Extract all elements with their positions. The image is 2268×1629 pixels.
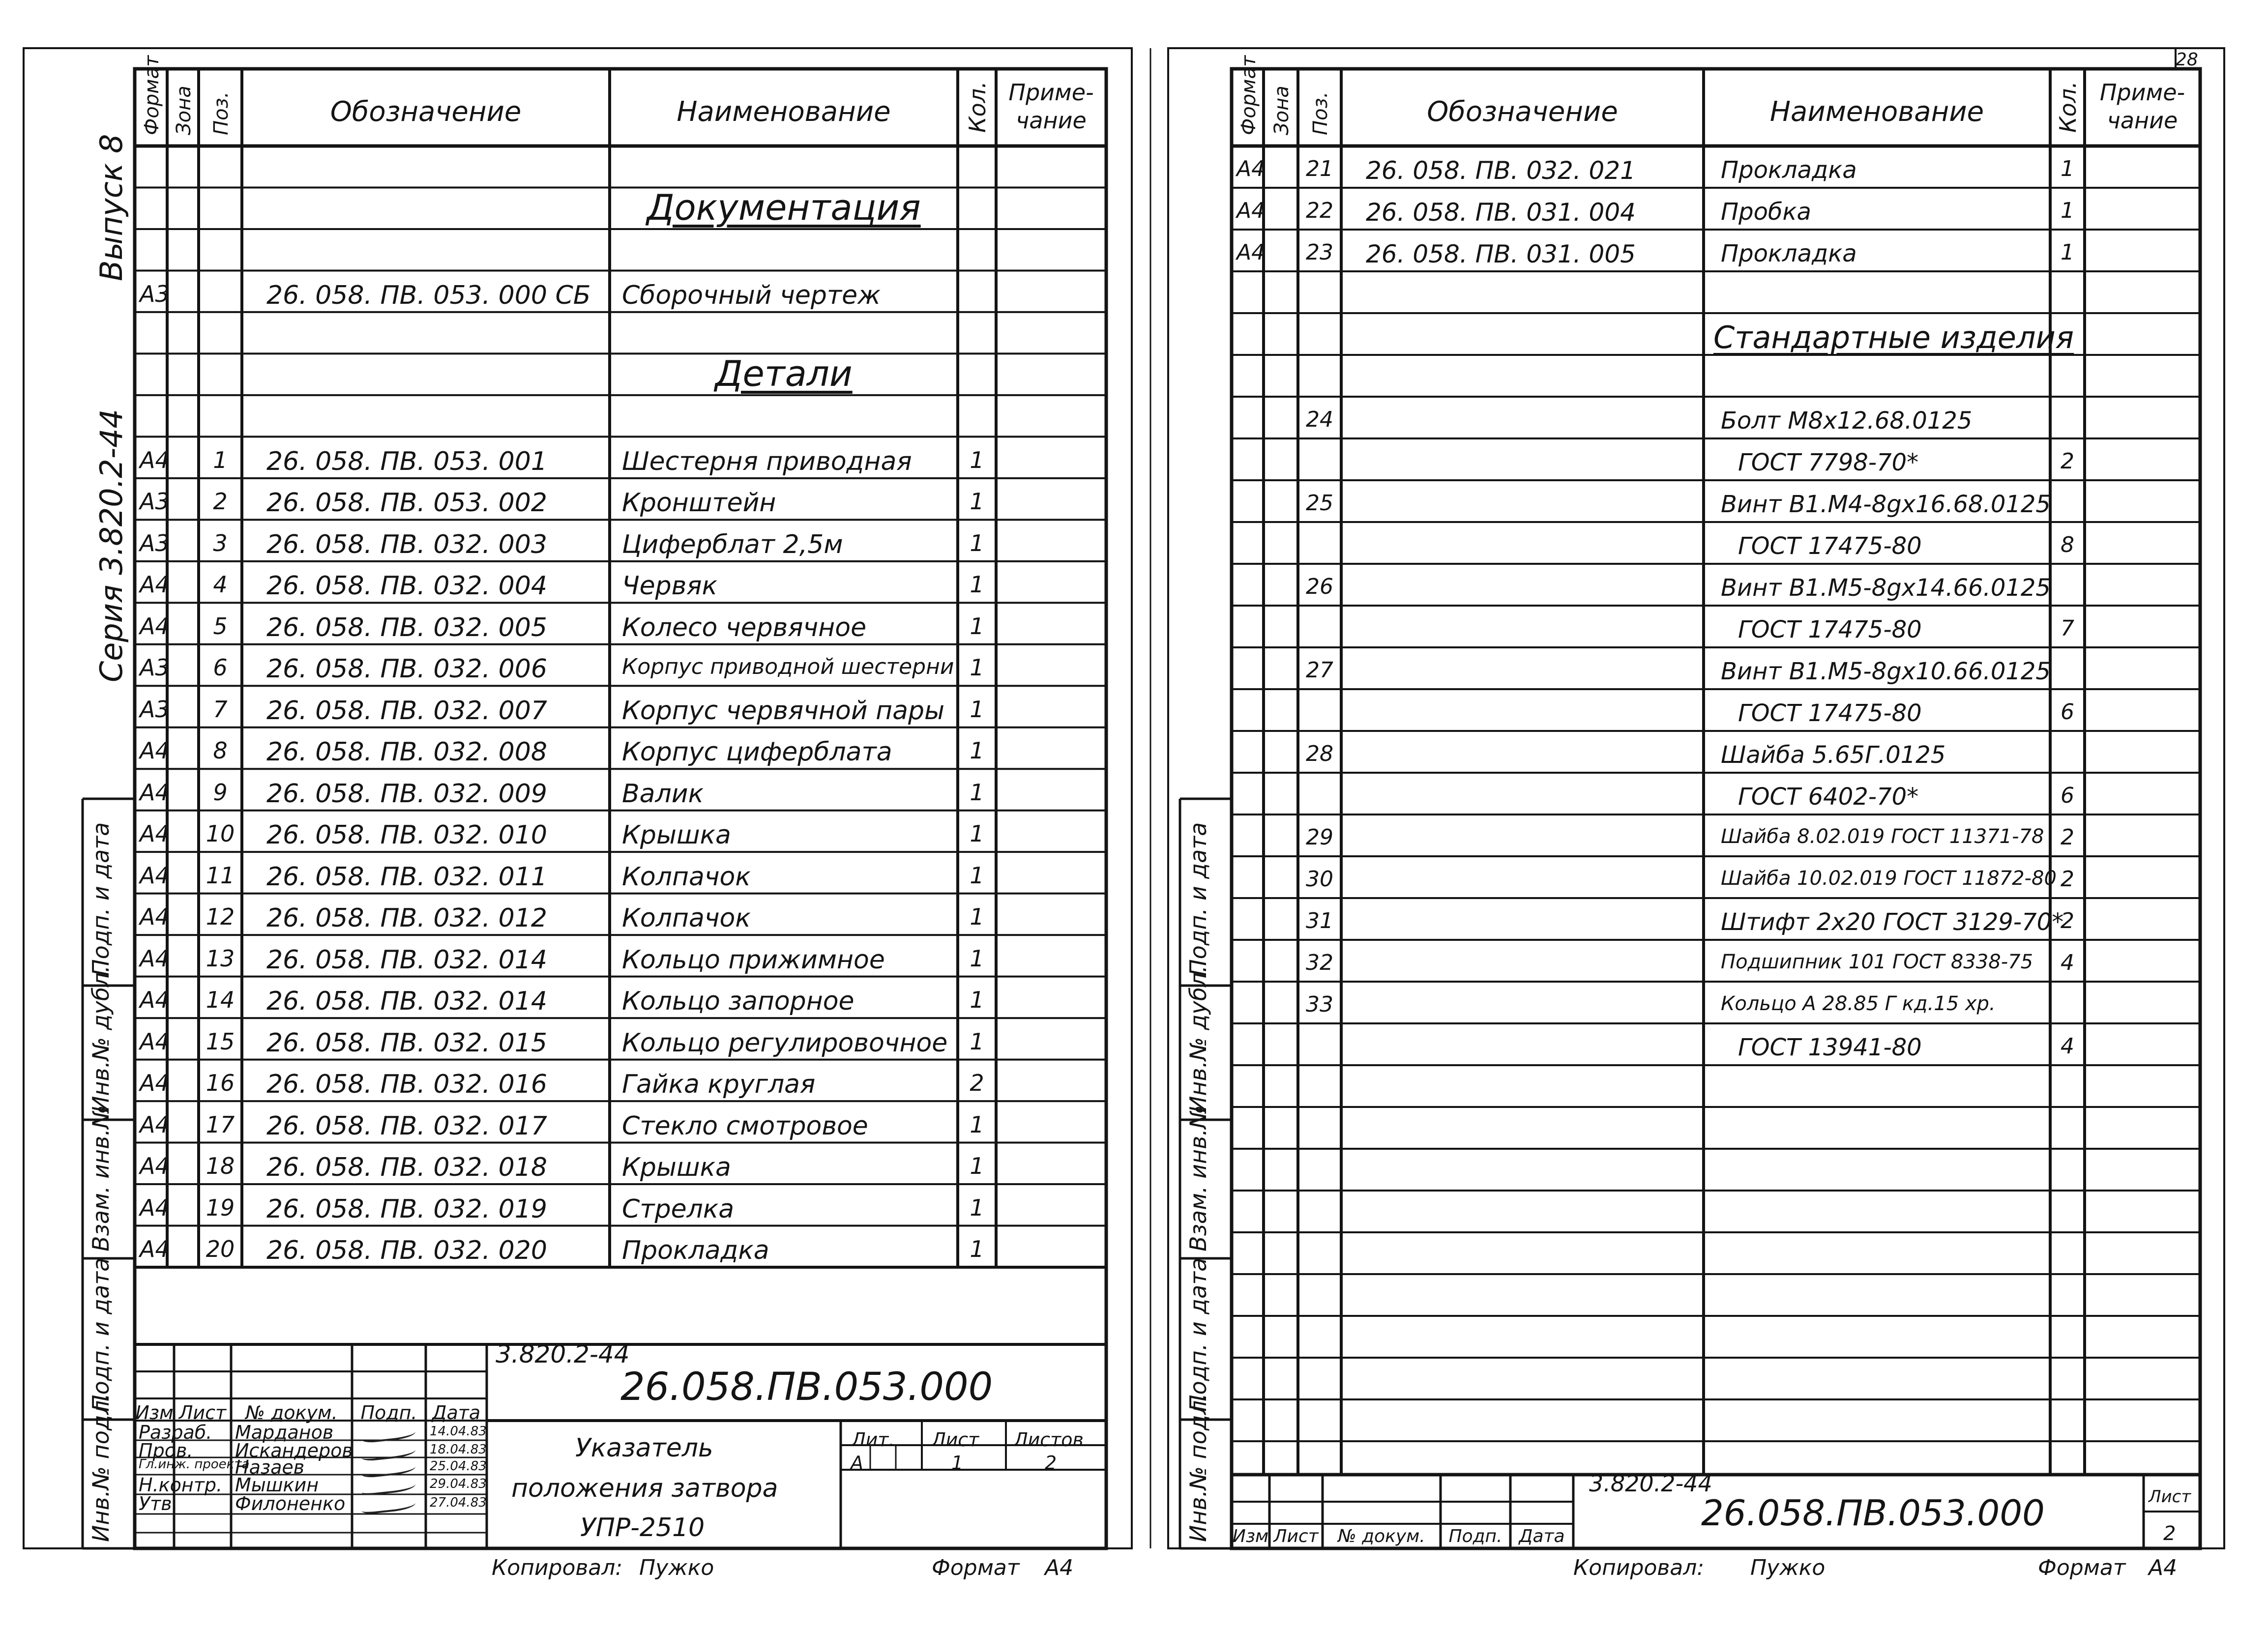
cell-format: А4 xyxy=(140,446,170,473)
cell-pos: 5 xyxy=(213,612,228,640)
cell-format: А3 xyxy=(140,696,170,723)
cell-designation: 26. 058. ПВ. 032. 009 xyxy=(266,779,547,809)
sheet-value: 2 xyxy=(2163,1522,2176,1545)
cell-pos: 13 xyxy=(206,945,235,972)
cell-qty: 1 xyxy=(2061,156,2074,181)
cell-pos: 26 xyxy=(1306,574,1333,599)
side-label: Инв.№ дубл. xyxy=(1185,965,1211,1113)
cell-qty: 1 xyxy=(970,1194,984,1221)
cell-pos: 9 xyxy=(213,779,228,806)
right-format-value: А4 xyxy=(2149,1555,2178,1580)
cell-name: Шайба 5.65Г.0125 xyxy=(1721,741,1946,769)
cell-pos: 1 xyxy=(213,446,228,473)
cell-pos: 7 xyxy=(213,696,228,723)
cell-name: Колпачок xyxy=(622,903,751,933)
cell-designation: 26. 058. ПВ. 032. 019 xyxy=(266,1194,547,1224)
cell-name: Прокладка xyxy=(622,1236,769,1265)
sheet-label: Лист xyxy=(2149,1487,2191,1507)
cell-name: Крышка xyxy=(622,1153,731,1183)
stamp-col-header: № докум. xyxy=(1338,1526,1425,1546)
cell-name: ГОСТ 17475-80 xyxy=(1738,699,1922,727)
cell-name: Подшипник 101 ГОСТ 8338-75 xyxy=(1721,951,2033,973)
cell-pos: 8 xyxy=(213,737,228,764)
cell-qty: 1 xyxy=(970,1111,984,1138)
left-copied-name: Пужко xyxy=(639,1555,714,1580)
cell-format: А4 xyxy=(140,903,170,931)
stamp-col-header: Лист xyxy=(1273,1526,1319,1546)
stamp-name: Марданов xyxy=(235,1422,334,1443)
cell-qty: 2 xyxy=(2061,825,2074,850)
stamp-name: Назаев xyxy=(235,1456,305,1478)
stamp-role: Пров. xyxy=(139,1440,193,1461)
cell-qty: 1 xyxy=(970,488,984,515)
cell-name: Сборочный чертеж xyxy=(622,280,881,310)
lit-value: А xyxy=(851,1452,863,1474)
cell-designation: 26. 058. ПВ. 032. 020 xyxy=(266,1236,547,1265)
header-note: Приме- xyxy=(2099,79,2185,106)
cell-designation: 26. 058. ПВ. 032. 008 xyxy=(266,737,547,767)
cell-name: Циферблат 2,5м xyxy=(622,529,843,559)
cell-qty: 2 xyxy=(2061,908,2074,933)
section-heading: Документация xyxy=(647,186,921,228)
cell-qty: 1 xyxy=(2061,240,2074,265)
cell-name: Червяк xyxy=(622,571,717,601)
cell-designation: 26. 058. ПВ. 032. 018 xyxy=(266,1153,547,1183)
header-qty: Кол. xyxy=(964,81,991,133)
section-heading: Детали xyxy=(715,352,853,394)
cell-format: А3 xyxy=(140,280,170,307)
stamp-series: 3.820.2-44 xyxy=(496,1340,630,1368)
stamp-title-1: Указатель xyxy=(575,1433,713,1463)
cell-pos: 30 xyxy=(1306,867,1333,892)
cell-pos: 2 xyxy=(213,488,228,515)
cell-name: ГОСТ 7798-70* xyxy=(1738,449,1919,476)
header-note-2: чание xyxy=(1016,107,1087,134)
cell-designation: 26. 058. ПВ. 032. 010 xyxy=(266,820,547,850)
cell-qty: 2 xyxy=(2061,867,2074,892)
cell-qty: 1 xyxy=(970,571,984,598)
cell-designation: 26. 058. ПВ. 032. 004 xyxy=(266,571,547,601)
cell-pos: 3 xyxy=(213,529,228,556)
cell-format: А4 xyxy=(140,945,170,972)
cell-qty: 4 xyxy=(2061,950,2074,975)
cell-pos: 33 xyxy=(1306,992,1333,1017)
cell-qty: 2 xyxy=(2061,449,2074,474)
cell-format: А4 xyxy=(1237,198,1266,223)
stamp-col-header: Изм xyxy=(135,1402,174,1424)
cell-qty: 1 xyxy=(970,945,984,972)
cell-pos: 4 xyxy=(213,571,228,598)
cell-name: Корпус червячной пары xyxy=(622,696,945,726)
cell-pos: 14 xyxy=(206,987,235,1014)
stamp-name: Мышкин xyxy=(235,1474,319,1496)
cell-designation: 26. 058. ПВ. 031. 004 xyxy=(1366,198,1636,227)
left-format-label: Формат xyxy=(932,1555,1020,1580)
header-name: Наименование xyxy=(1769,96,1984,128)
cell-pos: 19 xyxy=(206,1194,235,1221)
stamp-col-header: Подп. xyxy=(1448,1526,1502,1546)
left-format-value: А4 xyxy=(1045,1555,1074,1580)
sheet-label: Лист xyxy=(932,1429,979,1451)
cell-name: Стрелка xyxy=(622,1194,735,1224)
right-format-label: Формат xyxy=(2038,1555,2126,1580)
header-designation: Обозначение xyxy=(1427,96,1618,128)
stamp-col-header: Лист xyxy=(178,1402,227,1424)
cell-name: Пробка xyxy=(1721,198,1811,226)
cell-designation: 26. 058. ПВ. 032. 005 xyxy=(266,612,547,642)
cell-qty: 1 xyxy=(970,1028,984,1055)
cell-qty: 1 xyxy=(970,862,984,889)
cell-name: ГОСТ 13941-80 xyxy=(1738,1034,1922,1061)
cell-pos: 6 xyxy=(213,654,228,681)
side-label: Инв.№ дубл. xyxy=(88,965,114,1113)
cell-name: ГОСТ 17475-80 xyxy=(1738,532,1922,560)
stamp-date: 29.04.83 xyxy=(430,1477,487,1491)
cell-pos: 28 xyxy=(1306,741,1333,766)
cell-pos: 20 xyxy=(206,1236,235,1262)
cell-pos: 24 xyxy=(1306,407,1333,432)
sheet-value: 1 xyxy=(951,1452,964,1474)
cell-designation: 26. 058. ПВ. 032. 015 xyxy=(266,1028,547,1058)
cell-name: Кольцо запорное xyxy=(622,987,854,1017)
stamp-code: 26.058.ПВ.053.000 xyxy=(620,1365,993,1409)
cell-name: Колесо червячное xyxy=(622,612,867,642)
side-label: Подп. и дата xyxy=(1185,1257,1211,1412)
cell-format: А4 xyxy=(140,1153,170,1180)
side-label: Подп. и дата xyxy=(88,1257,114,1412)
cell-name: Колпачок xyxy=(622,862,751,892)
cell-designation: 26. 058. ПВ. 032. 016 xyxy=(266,1070,547,1100)
cell-qty: 2 xyxy=(970,1070,984,1097)
stamp-role: Н.контр. xyxy=(139,1474,223,1496)
cell-qty: 1 xyxy=(970,820,984,847)
cell-pos: 18 xyxy=(206,1153,235,1180)
stamp-role: Утв. xyxy=(139,1493,178,1514)
cell-designation: 26. 058. ПВ. 032. 021 xyxy=(1366,156,1636,185)
header-format: Формат xyxy=(141,55,163,135)
cell-qty: 1 xyxy=(970,903,984,931)
side-label: Инв.№ подл. xyxy=(88,1393,114,1542)
cell-name: Болт М8х12.68.0125 xyxy=(1721,407,1973,435)
cell-format: А3 xyxy=(140,488,170,515)
cell-name: Корпус приводной шестерни xyxy=(622,654,954,680)
cell-format: А4 xyxy=(140,862,170,889)
stamp-date: 27.04.83 xyxy=(430,1495,487,1510)
stamp-title-3: УПР-2510 xyxy=(580,1513,705,1542)
cell-name: Кронштейн xyxy=(622,488,776,518)
cell-name: Шайба 8.02.019 ГОСТ 11371-78 xyxy=(1721,825,2044,848)
header-note: Приме- xyxy=(1008,79,1094,106)
cell-format: А4 xyxy=(140,779,170,806)
cell-name: Винт В1.М4-8gх16.68.0125 xyxy=(1721,491,2051,518)
header-note-2: чание xyxy=(2107,107,2178,134)
cell-pos: 23 xyxy=(1306,240,1333,265)
cell-name: Крышка xyxy=(622,820,731,850)
side-label: Взам. инв.№ xyxy=(88,1105,114,1251)
cell-format: А4 xyxy=(140,612,170,640)
lit-label: Лит. xyxy=(852,1429,895,1451)
cell-qty: 1 xyxy=(970,737,984,764)
stamp-col-header: Подп. xyxy=(360,1402,417,1424)
cell-qty: 1 xyxy=(2061,198,2074,223)
cell-qty: 1 xyxy=(970,779,984,806)
cell-qty: 8 xyxy=(2061,532,2074,557)
cell-qty: 1 xyxy=(970,987,984,1014)
cell-pos: 32 xyxy=(1306,950,1333,975)
cell-format: А3 xyxy=(140,529,170,556)
header-designation: Обозначение xyxy=(330,96,522,128)
cell-name: Стекло смотровое xyxy=(622,1111,868,1141)
sheets-label: Листов xyxy=(1014,1429,1084,1451)
cell-name: Винт В1.М5-8gх10.66.0125 xyxy=(1721,658,2051,685)
cell-designation: 26. 058. ПВ. 053. 000 СБ xyxy=(266,280,591,310)
cell-name: Гайка круглая xyxy=(622,1070,816,1100)
side-label: Подп. и дата xyxy=(88,822,114,976)
cell-name: Штифт 2х20 ГОСТ 3129-70* xyxy=(1721,908,2064,936)
stamp-name: Искандеров xyxy=(235,1440,353,1461)
series-label: Серия 3.820.2-44 xyxy=(93,408,129,682)
cell-name: Кольцо регулировочное xyxy=(622,1028,948,1058)
stamp-date: 14.04.83 xyxy=(430,1424,487,1439)
side-label: Инв.№ подл. xyxy=(1185,1393,1211,1542)
stamp-date: 18.04.83 xyxy=(430,1442,487,1457)
cell-pos: 25 xyxy=(1306,491,1333,516)
sheets-value: 2 xyxy=(1045,1452,1057,1474)
cell-name: Прокладка xyxy=(1721,156,1857,184)
cell-designation: 26. 058. ПВ. 032. 007 xyxy=(266,696,547,726)
cell-format: А4 xyxy=(140,1028,170,1055)
stamp-role: Разраб. xyxy=(139,1422,212,1443)
cell-designation: 26. 058. ПВ. 032. 011 xyxy=(266,862,547,892)
cell-format: А4 xyxy=(140,737,170,764)
cell-designation: 26. 058. ПВ. 053. 002 xyxy=(266,488,547,518)
cell-qty: 1 xyxy=(970,446,984,473)
cell-format: А4 xyxy=(140,1236,170,1262)
header-zone: Зона xyxy=(1270,86,1293,135)
cell-pos: 17 xyxy=(206,1111,235,1138)
stamp-name: Филоненко xyxy=(235,1493,346,1514)
cell-designation: 26. 058. ПВ. 032. 012 xyxy=(266,903,547,933)
cell-designation: 26. 058. ПВ. 032. 014 xyxy=(266,987,547,1017)
cell-name: Шестерня приводная xyxy=(622,446,912,476)
cell-pos: 10 xyxy=(206,820,235,847)
cell-qty: 6 xyxy=(2061,783,2074,808)
side-label: Взам. инв.№ xyxy=(1185,1105,1211,1251)
cell-pos: 16 xyxy=(206,1070,235,1097)
header-pos: Поз. xyxy=(210,91,233,135)
cell-designation: 26. 058. ПВ. 031. 005 xyxy=(1366,240,1636,268)
cell-qty: 7 xyxy=(2061,616,2074,641)
cell-qty: 4 xyxy=(2061,1034,2074,1059)
cell-pos: 11 xyxy=(206,862,235,889)
cell-format: А4 xyxy=(1237,240,1266,265)
header-name: Наименование xyxy=(677,96,891,128)
cell-name: Кольцо прижимное xyxy=(622,945,885,975)
cell-format: А4 xyxy=(140,1070,170,1097)
cell-format: А4 xyxy=(140,571,170,598)
stamp-role: Гл.инж. проекта xyxy=(139,1457,250,1472)
cell-pos: 27 xyxy=(1306,658,1333,683)
stamp-col-header: Изм xyxy=(1232,1526,1269,1546)
side-label: Подп. и дата xyxy=(1185,822,1211,976)
cell-name: Валик xyxy=(622,779,704,809)
header-pos: Поз. xyxy=(1309,91,1332,135)
cell-format: А4 xyxy=(140,987,170,1014)
stamp-date: 25.04.83 xyxy=(430,1459,487,1474)
cell-format: А3 xyxy=(140,654,170,681)
stamp-col-header: Дата xyxy=(1519,1526,1565,1546)
stamp-col-header: Дата xyxy=(432,1402,481,1424)
left-copied-label: Копировал: xyxy=(492,1555,623,1580)
cell-name: Корпус циферблата xyxy=(622,737,892,767)
cell-qty: 6 xyxy=(2061,699,2074,725)
cell-qty: 1 xyxy=(970,1236,984,1262)
cell-pos: 22 xyxy=(1306,198,1333,223)
cell-name: ГОСТ 17475-80 xyxy=(1738,616,1922,643)
cell-name: ГОСТ 6402-70* xyxy=(1738,783,1919,811)
cell-pos: 12 xyxy=(206,903,235,931)
cell-pos: 29 xyxy=(1306,825,1333,850)
issue-label: Выпуск 8 xyxy=(93,134,129,281)
header-format: Формат xyxy=(1237,55,1260,135)
cell-name: Прокладка xyxy=(1721,240,1857,267)
stamp-code: 26.058.ПВ.053.000 xyxy=(1701,1492,2045,1534)
stamp-title-2: положения затвора xyxy=(511,1474,778,1503)
cell-qty: 1 xyxy=(970,696,984,723)
cell-format: А4 xyxy=(1237,156,1266,181)
stamp-series: 3.820.2-44 xyxy=(1589,1470,1712,1497)
header-zone: Зона xyxy=(173,86,195,135)
page-number: 28 xyxy=(2176,50,2198,70)
cell-qty: 1 xyxy=(970,654,984,681)
cell-name: Шайба 10.02.019 ГОСТ 11872-80 xyxy=(1721,867,2057,890)
cell-designation: 26. 058. ПВ. 053. 001 xyxy=(266,446,547,476)
cell-designation: 26. 058. ПВ. 032. 014 xyxy=(266,945,547,975)
cell-format: А4 xyxy=(140,1111,170,1138)
cell-name: Винт В1.М5-8gх14.66.0125 xyxy=(1721,574,2051,602)
cell-designation: 26. 058. ПВ. 032. 017 xyxy=(266,1111,547,1141)
cell-pos: 31 xyxy=(1306,908,1333,933)
stamp-col-header: № докум. xyxy=(245,1402,338,1424)
cell-format: А4 xyxy=(140,1194,170,1221)
cell-qty: 1 xyxy=(970,1153,984,1180)
cell-designation: 26. 058. ПВ. 032. 006 xyxy=(266,654,547,684)
cell-pos: 15 xyxy=(206,1028,235,1055)
header-qty: Кол. xyxy=(2055,81,2081,133)
cell-name: Кольцо А 28.85 Г кд.15 хр. xyxy=(1721,992,1996,1015)
cell-qty: 1 xyxy=(970,529,984,556)
cell-qty: 1 xyxy=(970,612,984,640)
cell-format: А4 xyxy=(140,820,170,847)
section-heading: Стандартные изделия xyxy=(1713,320,2074,355)
cell-pos: 21 xyxy=(1306,156,1333,181)
cell-designation: 26. 058. ПВ. 032. 003 xyxy=(266,529,547,559)
right-copied-name: Пужко xyxy=(1750,1555,1826,1580)
right-copied-label: Копировал: xyxy=(1573,1555,1705,1580)
